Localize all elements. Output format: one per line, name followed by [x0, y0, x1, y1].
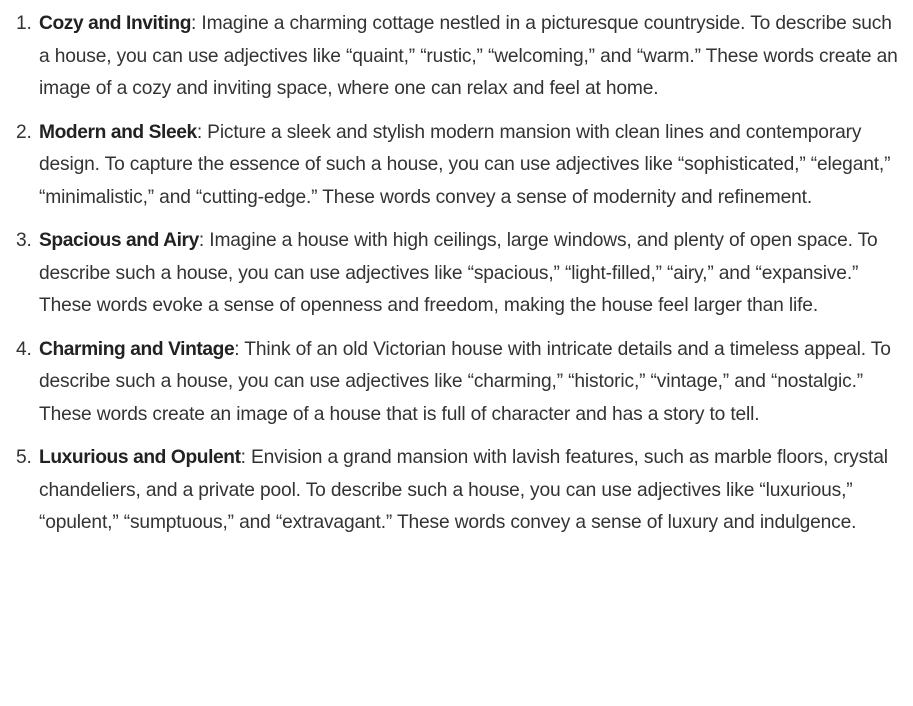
list-item — [0, 442, 913, 540]
list-item-term: Spacious and Airy — [39, 230, 199, 251]
list-item-number: 4. — [16, 338, 32, 360]
list-item — [0, 8, 913, 106]
list-item-text: : Envision a grand mansion with lavish features, such as marble floors, crystal chandeliers, and a private pool. To describe such a house, you can use adjectives like “luxurious,” “opulent,” “sumptuous,” and “extravagant.” These words convey a sense of luxury and indulgence. — [39, 447, 888, 533]
list-item-term: Charming and Vintage — [39, 338, 235, 360]
list-item-text: : Imagine a house with high ceilings, large windows, and plenty of open space. To describe such a house, you can use adjectives like “spacious,” “light-filled,” “airy,” and “expansive.” These words evoke a sense of openness and freedom, making the house feel larger than life. — [39, 230, 878, 316]
list-item-text: : Think of an old Victorian house with intricate details and a timeless appeal. To describe such a house, you can use adjectives like “charming,” “historic,” “vintage,” and “nostalgic.” These words create an image of a house that is full of character and has a story to tell. — [39, 338, 891, 425]
list-item-text: : Imagine a charming cottage nestled in a picturesque countryside. To describe such a house, you can use adjectives like “quaint,” “rustic,” “welcoming,” and “warm.” These words create an image of a cozy and inviting space, where one can relax and feel at home. — [39, 13, 898, 99]
list-item-number: 2. — [16, 121, 32, 143]
house-adjectives-list — [0, 8, 913, 551]
list-item-number: 3. — [16, 230, 32, 251]
list-item — [0, 117, 913, 215]
list-item — [0, 334, 913, 432]
list-item-number: 5. — [16, 447, 32, 468]
list-item-number: 1. — [16, 13, 32, 34]
list-item-term: Luxurious and Opulent — [39, 447, 241, 468]
list-item-text: : Picture a sleek and stylish modern mansion with clean lines and contemporary design. To capture the essence of such a house, you can use adjectives like “sophisticated,” “elegant,” “minimalistic,” and “cutting-edge.” These words convey a sense of modernity and refinement. — [39, 121, 891, 208]
list-item-term: Modern and Sleek — [39, 121, 197, 143]
list-item — [0, 225, 913, 323]
list-item-term: Cozy and Inviting — [39, 13, 192, 34]
